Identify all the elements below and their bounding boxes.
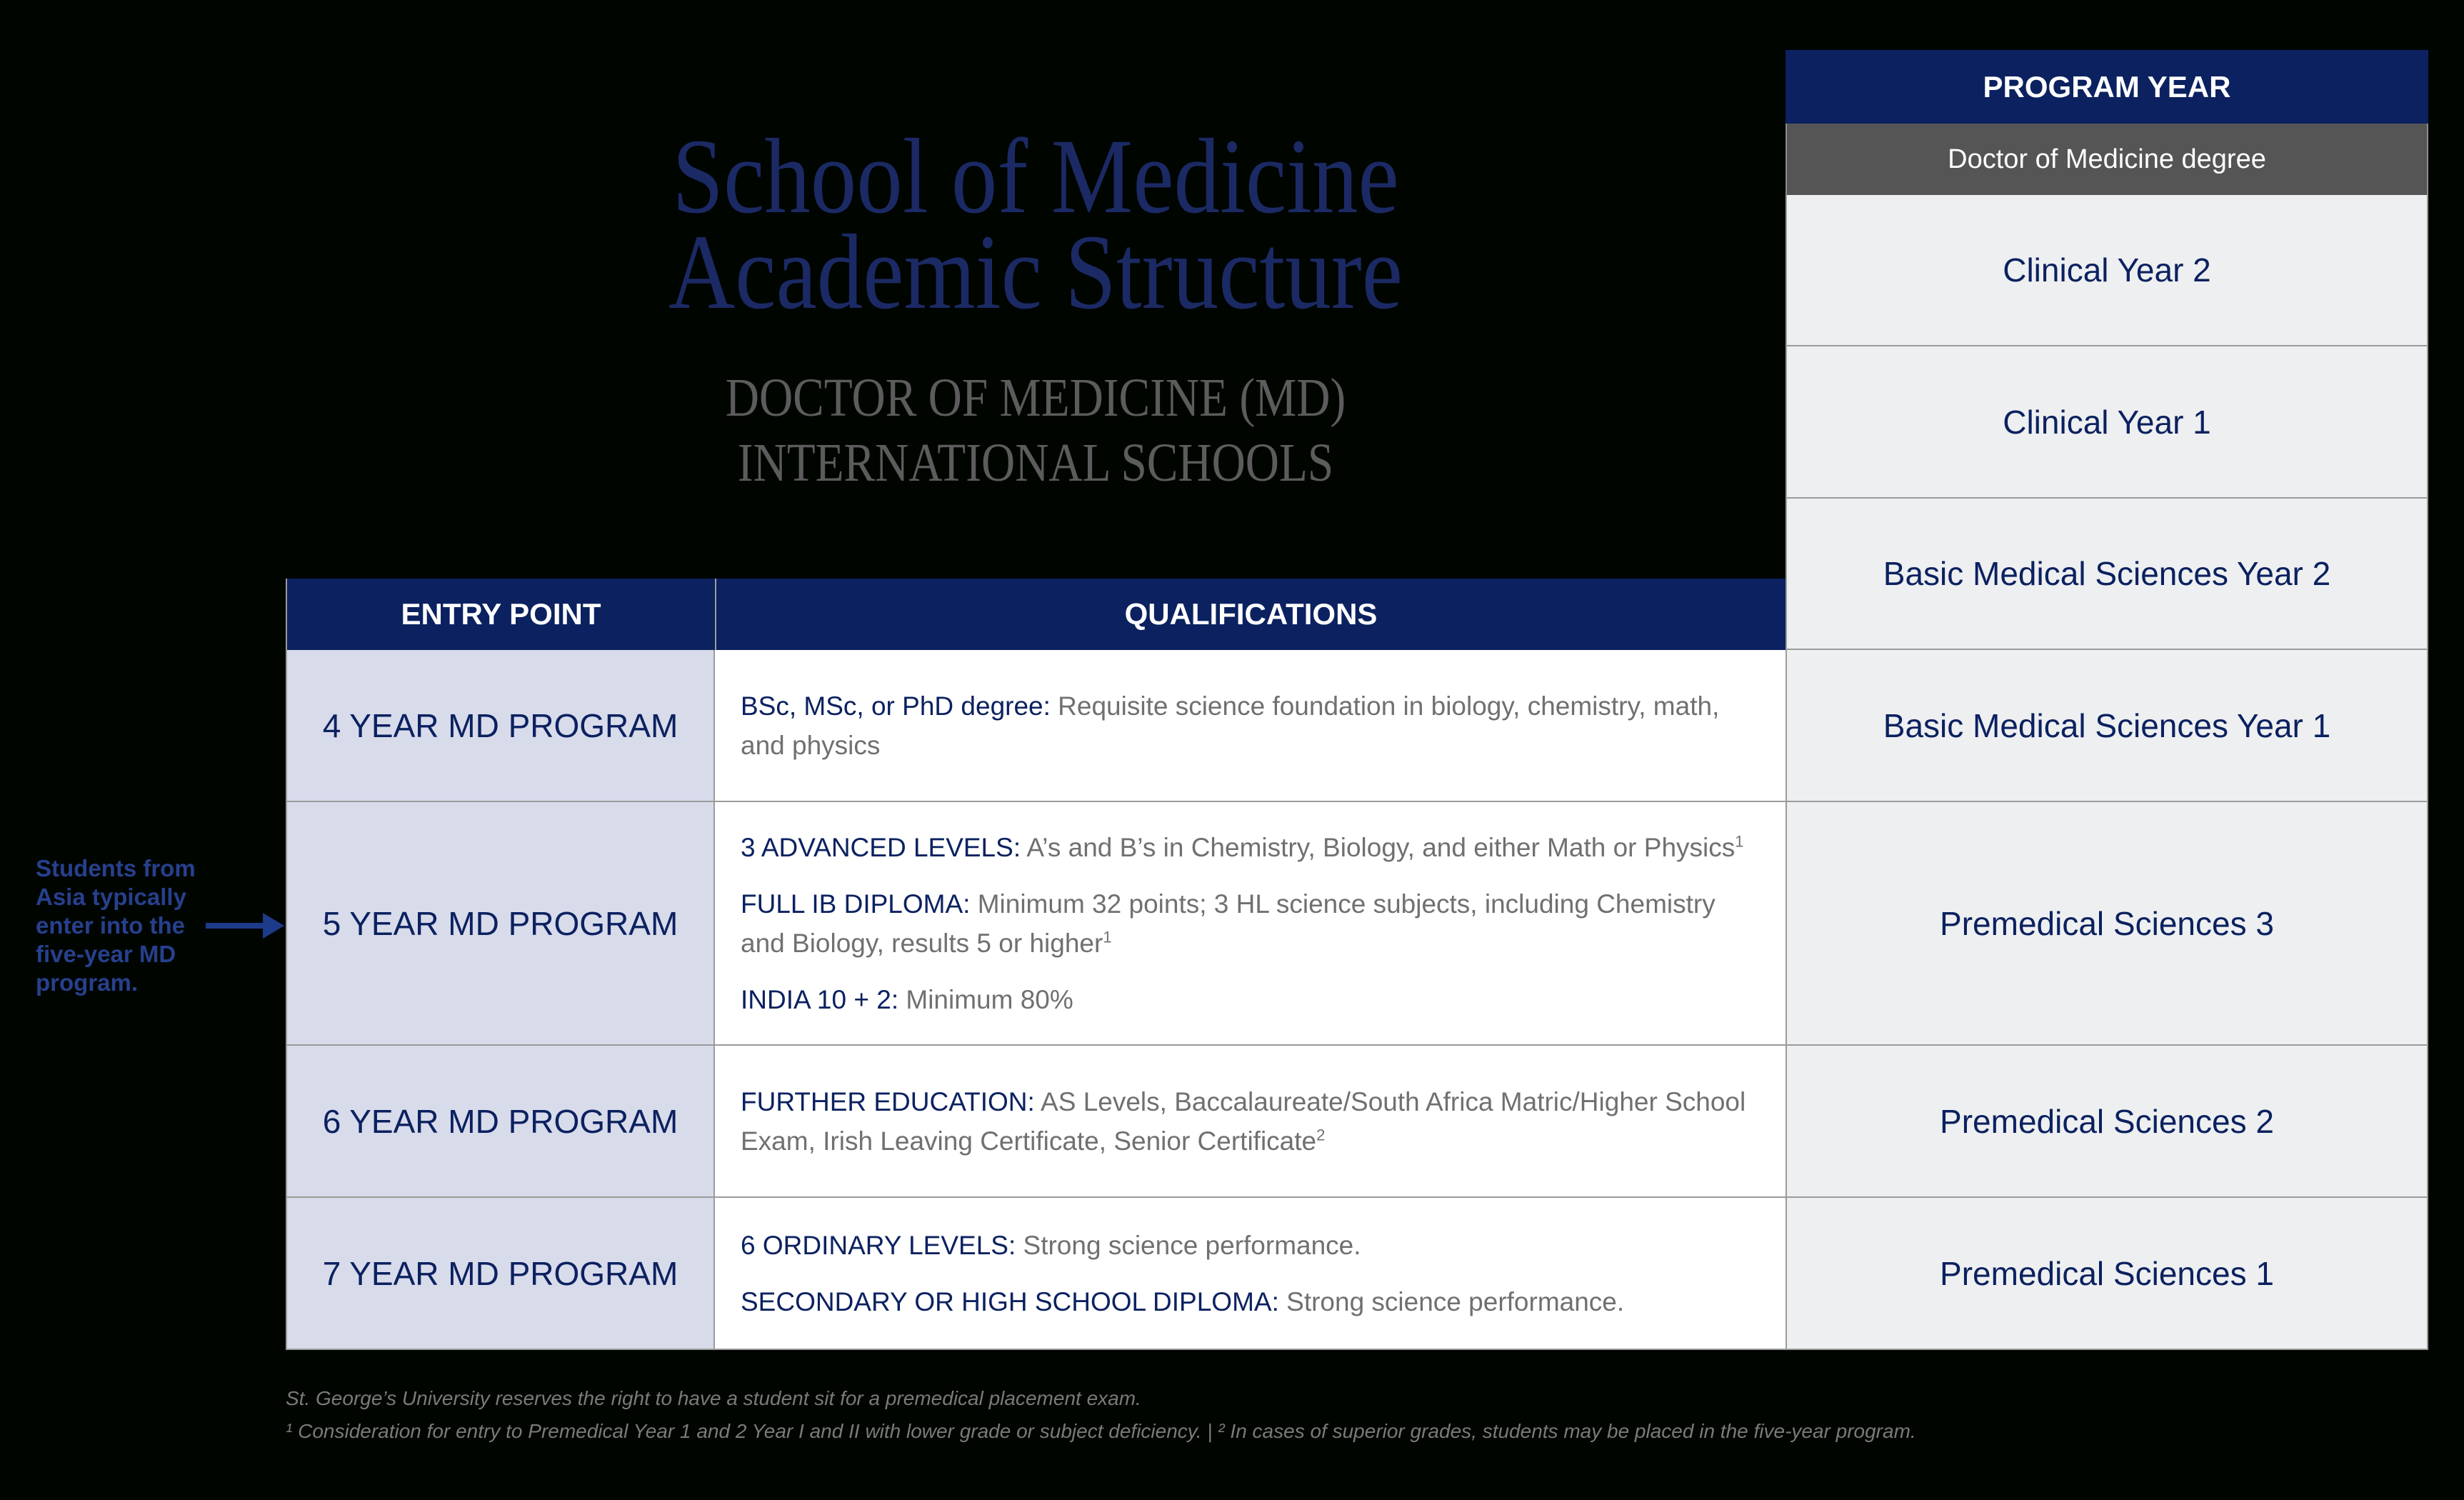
qualification-text: A’s and B’s in Chemistry, Biology, and either Math or Physics — [1021, 832, 1736, 862]
qualification-item — [741, 828, 1760, 867]
qualification-label: 6 ORDINARY LEVELS: — [741, 1230, 1016, 1260]
qualification-text: Strong science performance. — [1278, 1286, 1625, 1316]
entry-7-year: 7 YEAR MD PROGRAM — [286, 1198, 715, 1350]
arrow-right-icon — [206, 911, 284, 940]
program-year-subheader: Doctor of Medicine degree — [1786, 124, 2428, 195]
program-year-premed-1: Premedical Sciences 1 — [1786, 1198, 2428, 1350]
side-note — [36, 854, 221, 997]
side-note-line: program. — [36, 969, 139, 996]
footnote-marker: 2 — [1316, 1126, 1326, 1144]
qualification-label: FULL IB DIPLOMA: — [741, 889, 971, 919]
footnote-marker: 1 — [1103, 928, 1112, 946]
qualification-label: SECONDARY OR HIGH SCHOOL DIPLOMA: — [741, 1286, 1279, 1316]
program-year-basic-1: Basic Medical Sciences Year 1 — [1786, 650, 2428, 802]
qualification-item — [741, 980, 1760, 1019]
qualification-item — [741, 1282, 1760, 1321]
page-subtitle — [630, 366, 1441, 496]
program-year-premed-3: Premedical Sciences 3 — [1786, 802, 2428, 1046]
qualifications-4-year — [715, 650, 1786, 802]
entry-5-year: 5 YEAR MD PROGRAM — [286, 802, 715, 1046]
qualifications-6-year — [715, 1046, 1786, 1198]
subtitle-line-2: INTERNATIONAL SCHOOLS — [737, 433, 1334, 493]
qualifications-5-year — [715, 802, 1786, 1046]
qualification-text: AS Levels, Baccalaureate/South Africa Matric/Higher School Exam, Irish Leaving Certificate, Senior Certificate — [741, 1086, 1746, 1156]
entry-point-header: ENTRY POINT — [286, 579, 715, 650]
qualification-item — [741, 884, 1760, 963]
program-year-clinical-2: Clinical Year 2 — [1786, 195, 2428, 346]
qualification-text: Requisite science foundation in biology, chemistry, math, and physics — [741, 691, 1720, 760]
program-year-header: PROGRAM YEAR — [1786, 50, 2428, 124]
qualification-text: Minimum 32 points; 3 HL science subjects, including Chemistry and Biology, results 5 or higher — [741, 889, 1716, 958]
side-note-line: Students from — [36, 855, 196, 881]
entry-6-year: 6 YEAR MD PROGRAM — [286, 1046, 715, 1198]
side-note-line: five-year MD — [36, 941, 176, 967]
qualification-label: INDIA 10 + 2: — [741, 984, 899, 1014]
page-title — [538, 117, 1533, 331]
side-note-line: enter into the — [36, 912, 186, 939]
qualifications-header: QUALIFICATIONS — [715, 579, 1786, 650]
qualification-label: BSc, MSc, or PhD degree: — [741, 691, 1051, 721]
qualification-item — [741, 1226, 1760, 1265]
entry-4-year: 4 YEAR MD PROGRAM — [286, 650, 715, 802]
title-line-2: Academic Structure — [668, 213, 1403, 331]
footnote-placement-exam: St. George’s University reserves the right to have a student sit for a premedical placement exam. — [286, 1387, 1141, 1409]
program-year-clinical-1: Clinical Year 1 — [1786, 346, 2428, 499]
footnote-marker: 1 — [1735, 832, 1744, 851]
qualifications-7-year — [715, 1198, 1786, 1350]
footnote-references: ¹ Consideration for entry to Premedical Year 1 and 2 Year I and II with lower grade or subject deficiency. | ² In cases of superior grades, students may be placed in the five-year program. — [286, 1420, 1916, 1442]
qualification-label: FURTHER EDUCATION: — [741, 1086, 1035, 1116]
side-note-line: Asia typically — [36, 884, 186, 910]
qualification-label: 3 ADVANCED LEVELS: — [741, 832, 1021, 862]
subtitle-line-1: DOCTOR OF MEDICINE (MD) — [725, 368, 1346, 428]
qualification-text: Minimum 80% — [898, 984, 1073, 1014]
title-line-1: School of Medicine — [672, 117, 1399, 236]
qualification-item — [741, 686, 1760, 765]
program-year-premed-2: Premedical Sciences 2 — [1786, 1046, 2428, 1198]
qualification-text: Strong science performance. — [1016, 1230, 1361, 1260]
qualification-item — [741, 1082, 1760, 1161]
program-year-basic-2: Basic Medical Sciences Year 2 — [1786, 499, 2428, 650]
